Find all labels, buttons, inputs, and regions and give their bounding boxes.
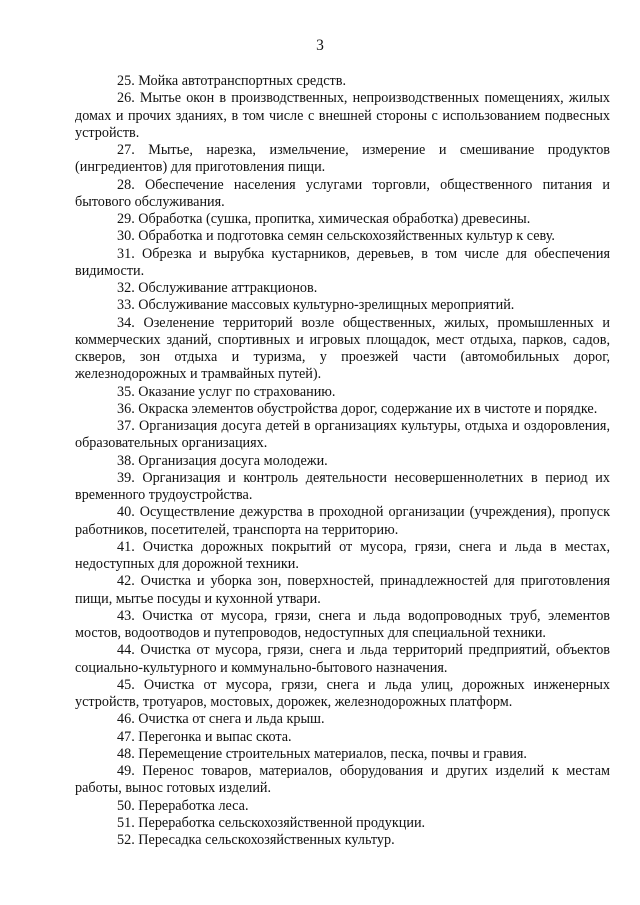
list-item: 40. Осуществление дежурства в проходной организации (учреждения), пропуск работников, посетителей, транспорта на территорию.	[75, 504, 610, 538]
list-item: 30. Обработка и подготовка семян сельскохозяйственных культур к севу.	[117, 228, 555, 245]
list-item: 51. Переработка сельскохозяйственной продукции.	[117, 814, 426, 831]
list-item: 28. Обеспечение населения услугами торговли, общественного питания и бытового обслуживания.	[75, 176, 610, 210]
list-item: 33. Обслуживание массовых культурно-зрелищных мероприятий.	[117, 297, 515, 314]
list-item: 43. Очистка от мусора, грязи, снега и льда водопроводных труб, элементов мостов, водоотводов и путепроводов, недоступных для специальной техники.	[75, 607, 610, 641]
list-item: 45. Очистка от мусора, грязи, снега и льда улиц, дорожных инженерных устройств, тротуаров, мостовых, дорожек, железнодорожных платформ.	[75, 676, 610, 710]
list-item: 36. Окраска элементов обустройства дорог, содержание их в чистоте и порядке.	[117, 400, 598, 417]
list-item: 26. Мытье окон в производственных, непроизводственных помещениях, жилых домах и прочих зданиях, в том числе с внешней стороны с использованием подвесных устройств.	[75, 90, 610, 141]
list-item: 35. Оказание услуг по страхованию.	[117, 383, 336, 400]
list-item: 38. Организация досуга молодежи.	[117, 452, 328, 469]
list-item: 25. Мойка автотранспортных средств.	[117, 73, 346, 89]
document-body	[75, 73, 610, 849]
list-item: 39. Организация и контроль деятельности несовершеннолетних в период их временного трудоустройства.	[75, 469, 610, 503]
list-item: 34. Озеленение территорий возле общественных, жилых, промышленных и коммерческих зданий, спортивных и игровых площадок, мест отдыха, парков, садов, скверов, зон отдыха и туризма, у проезжей части (автомобильных дорог, железнодорожных и трамвайных путей).	[75, 314, 610, 383]
page-number: 3	[316, 37, 324, 54]
list-item: 50. Переработка леса.	[117, 797, 249, 814]
list-item: 49. Перенос товаров, материалов, оборудования и других изделий к местам работы, вынос готовых изделий.	[75, 763, 610, 797]
list-item: 32. Обслуживание аттракционов.	[117, 280, 318, 296]
list-item: 44. Очистка от мусора, грязи, снега и льда территорий предприятий, объектов социально-культурного и коммунально-бытового назначения.	[75, 642, 610, 676]
list-item: 52. Пересадка сельскохозяйственных культур.	[117, 832, 395, 848]
list-item: 41. Очистка дорожных покрытий от мусора, грязи, снега и льда в местах, недоступных для дорожной техники.	[75, 538, 610, 572]
list-item: 46. Очистка от снега и льда крыш.	[117, 711, 325, 728]
list-item: 47. Перегонка и выпас скота.	[117, 728, 292, 745]
list-item: 27. Мытье, нарезка, измельчение, измерение и смешивание продуктов (ингредиентов) для приготовления пищи.	[75, 142, 610, 176]
list-item: 37. Организация досуга детей в организациях культуры, отдыха и оздоровления, образовательных организациях.	[75, 418, 610, 452]
list-item: 29. Обработка (сушка, пропитка, химическая обработка) древесины.	[117, 211, 531, 227]
list-item: 48. Перемещение строительных материалов, песка, почвы и гравия.	[117, 745, 527, 762]
list-item: 42. Очистка и уборка зон, поверхностей, принадлежностей для приготовления пищи, мытье посуды и кухонной утвари.	[75, 573, 610, 607]
list-item: 31. Обрезка и вырубка кустарников, деревьев, в том числе для обеспечения видимости.	[75, 245, 610, 279]
